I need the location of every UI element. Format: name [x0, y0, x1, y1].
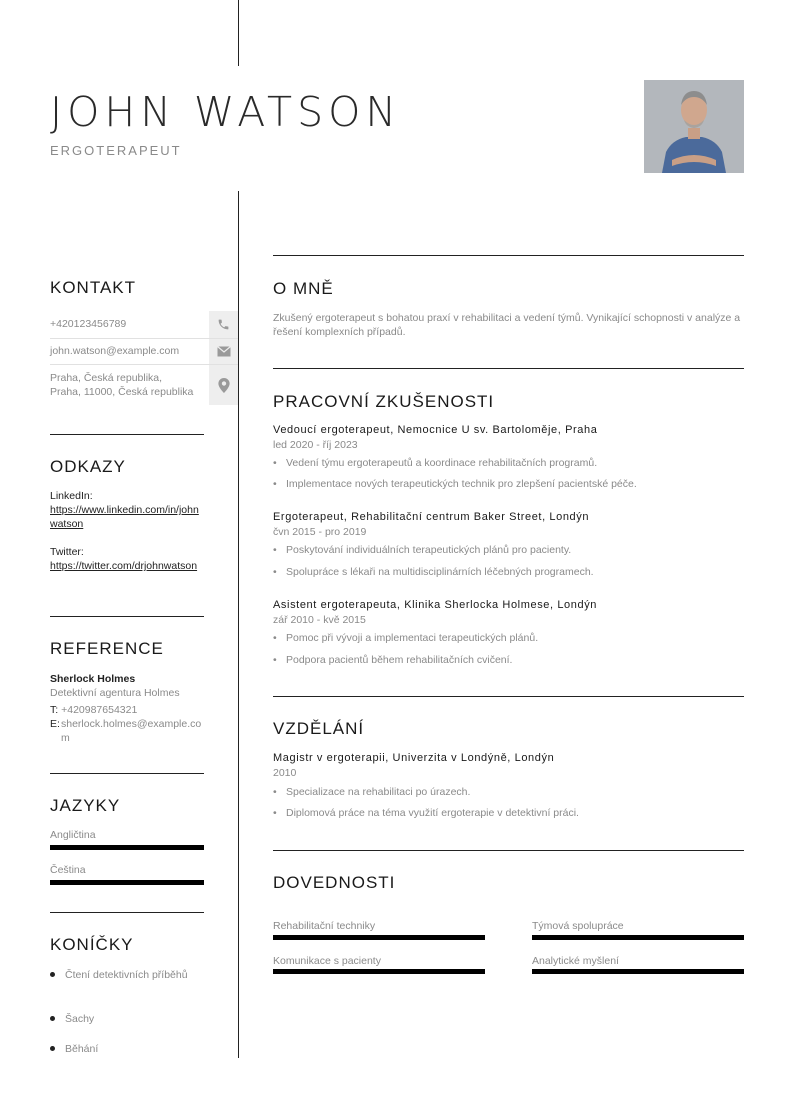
envelope-icon — [209, 339, 238, 364]
languages-section-title: JAZYKY — [50, 796, 121, 815]
language-english-bar-fill — [50, 845, 204, 850]
about-section-title: O MNĚ — [273, 279, 334, 298]
twitter-link[interactable]: https://twitter.com/drjohnwatson — [50, 560, 198, 572]
right-divider — [273, 850, 744, 851]
reference-section-title: REFERENCE — [50, 639, 164, 658]
skill-label: Analytické myšlení — [532, 955, 619, 967]
language-czech-label: Čeština — [50, 864, 86, 876]
reference-phone-prefix: T: — [50, 704, 59, 716]
skills-section-title: DOVEDNOSTI — [273, 873, 396, 892]
reference-name: Sherlock Holmes — [50, 673, 136, 685]
job-title: Vedoucí ergoterapeut, Nemocnice U sv. Bartoloměje, Praha — [273, 424, 598, 436]
twitter-label: Twitter: — [50, 546, 84, 558]
top-divider-line — [238, 0, 239, 66]
language-english-label: Angličtina — [50, 829, 96, 841]
education-year: 2010 — [273, 767, 297, 779]
reference-phone-line — [50, 703, 204, 717]
language-czech-bar — [50, 880, 204, 885]
skill-bar — [273, 969, 485, 974]
job-date: led 2020 - říj 2023 — [273, 439, 358, 451]
left-divider — [50, 616, 204, 617]
contact-section-title: KONTAKT — [50, 278, 137, 297]
job-title: Asistent ergoterapeuta, Klinika Sherlocka Holmese, Londýn — [273, 599, 598, 611]
reference-email-prefix: E: — [50, 718, 60, 730]
education-bullet: • Diplomová práce na téma využití ergoterapie v detektivní práci. — [273, 807, 743, 819]
left-divider — [50, 434, 204, 435]
bullet-dot — [50, 972, 55, 977]
contact-address-line2: Praha, 11000, Česká republika — [50, 386, 194, 398]
contact-email-row — [50, 339, 238, 365]
skill-label: Rehabilitační techniky — [273, 920, 376, 932]
bullet-dot — [50, 1016, 55, 1021]
about-text: Zkušený ergoterapeut s bohatou praxí v rehabilitaci a vedení týmů. Vynikající schopnosti v analýze a řešení komplexních případů. — [273, 312, 741, 338]
candidate-job-title: ERGOTERAPEUT — [50, 143, 182, 158]
phone-icon — [209, 311, 238, 338]
skill-bar-fill — [532, 935, 744, 940]
contact-phone: +420123456789 — [50, 318, 127, 330]
reference-email: sherlock.holmes@example.com — [61, 718, 202, 744]
hobby-text: Šachy — [65, 1013, 95, 1025]
language-english-bar — [50, 845, 204, 850]
job-date: čvn 2015 - pro 2019 — [273, 526, 367, 538]
job-title: Ergoterapeut, Rehabilitační centrum Baker Street, Londýn — [273, 511, 590, 523]
skill-bar — [532, 935, 744, 940]
links-section-title: ODKAZY — [50, 457, 126, 476]
job-bullet: • Pomoc při vývoji a implementaci terapeutických plánů. — [273, 632, 743, 644]
hobby-item — [50, 1042, 210, 1056]
hobby-item — [50, 968, 210, 982]
linkedin-label: LinkedIn: — [50, 490, 93, 502]
skill-label: Týmová spolupráce — [532, 920, 624, 932]
right-divider — [273, 255, 744, 256]
job-date: zář 2010 - kvě 2015 — [273, 614, 366, 626]
education-bullet: • Specializace na rehabilitaci po úrazech. — [273, 786, 743, 798]
contact-email: john.watson@example.com — [50, 345, 180, 357]
hobby-text: Čtení detektivních příběhů — [65, 969, 188, 981]
linkedin-link[interactable]: https://www.linkedin.com/in/johnwatson — [50, 504, 199, 530]
contact-address-line1: Praha, Česká republika, — [50, 372, 163, 384]
job-bullet: • Poskytování individuálních terapeutických plánů pro pacienty. — [273, 544, 743, 556]
job-bullet: • Implementace nových terapeutických technik pro zlepšení pacientské péče. — [273, 478, 743, 490]
skill-bar-fill — [273, 935, 485, 940]
hobbies-section-title: KONÍČKY — [50, 935, 134, 954]
education-section-title: VZDĚLÁNÍ — [273, 719, 365, 738]
experience-section-title: PRACOVNÍ ZKUŠENOSTI — [273, 392, 495, 411]
map-pin-icon — [209, 365, 238, 405]
right-divider — [273, 368, 744, 369]
left-divider — [50, 773, 204, 774]
contact-phone-row — [50, 311, 238, 339]
job-bullet: • Spolupráce s lékaři na multidisciplinárních léčebných programech. — [273, 566, 743, 578]
left-divider — [50, 912, 204, 913]
bullet-dot — [50, 1046, 55, 1051]
candidate-name: JOHN WATSON — [50, 88, 402, 136]
language-czech-bar-fill — [50, 880, 204, 885]
skill-bar-fill — [273, 969, 485, 974]
contact-address-row — [50, 365, 238, 405]
job-bullet: • Podpora pacientů během rehabilitačních cvičení. — [273, 654, 743, 666]
profile-photo — [644, 80, 744, 173]
skill-bar — [532, 969, 744, 974]
skill-label: Komunikace s pacienty — [273, 955, 381, 967]
job-bullet: • Vedení týmu ergoterapeutů a koordinace rehabilitačních programů. — [273, 457, 743, 469]
reference-phone: +420987654321 — [61, 704, 138, 716]
education-degree: Magistr v ergoterapii, Univerzita v Londýně, Londýn — [273, 752, 555, 764]
column-divider-line — [238, 191, 239, 1058]
skill-bar — [273, 935, 485, 940]
right-divider — [273, 696, 744, 697]
hobby-item — [50, 1012, 210, 1026]
skill-bar-fill — [532, 969, 744, 974]
reference-organization: Detektivní agentura Holmes — [50, 687, 180, 699]
hobby-text: Běhání — [65, 1043, 99, 1055]
